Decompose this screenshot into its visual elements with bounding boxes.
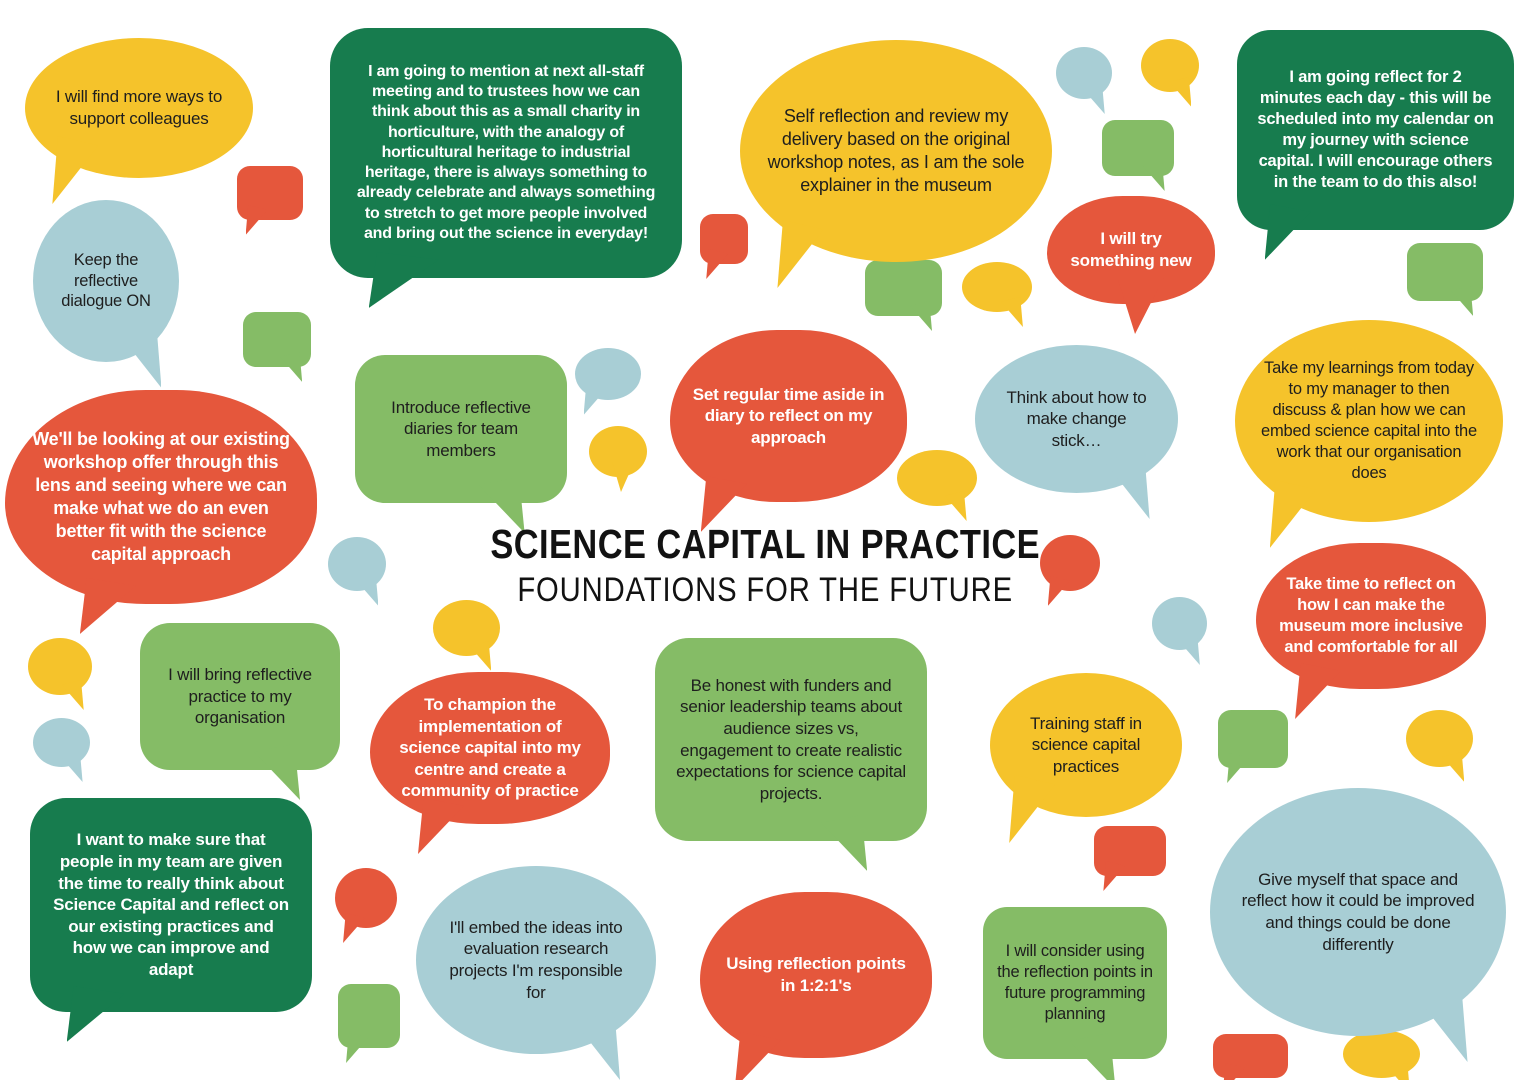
bubble-tail [1295,663,1341,719]
speech-bubble-give-myself-space [1210,788,1506,1036]
speech-bubble-reflective-diaries [355,355,567,503]
bubble-text: We'll be looking at our existing workshop offer through this lens and seeing where we can make what we do an even better fit with the science capital approach [32,429,290,564]
bubble-tail [1104,451,1150,519]
decorative-bubble-yellow [28,638,92,695]
speech-bubble-keep-dialogue [33,200,179,362]
bubble-tail [115,320,161,388]
bubble-tail [735,1032,781,1080]
decorative-bubble-red [700,214,748,264]
bubble-text: I will find more ways to support colleagues [55,87,223,128]
decorative-bubble-blue [1152,597,1207,650]
decorative-bubble-green [1218,710,1288,768]
bubble-text: Take time to reflect on how I can make the museum more inclusive and comfortable for all [1279,575,1463,656]
bubble-tail [1118,278,1164,334]
bubble-tail [67,986,125,1042]
speech-bubble-self-reflection [740,40,1052,262]
decorative-bubble-red [1094,826,1166,876]
bubble-text: I will bring reflective practice to my organisation [168,665,312,728]
speech-bubble-reflect-2-minutes [1237,30,1514,230]
decorative-bubble-green [1407,243,1483,301]
decorative-bubble-yellow [897,450,977,506]
bubble-tail [369,252,439,308]
bubble-text: Self reflection and review my delivery based on the original workshop notes, as I am the sole explainer in the museum [767,106,1025,195]
bubble-tail [1270,480,1316,548]
bubble-text: Be honest with funders and senior leadership teams about audience sizes vs, engagement to create realistic expectations for science capital projects. [676,675,906,803]
decorative-bubble-green [865,260,942,316]
speech-bubble-be-honest-funders [655,638,927,841]
speech-bubble-try-something-new [1047,196,1215,304]
bubble-text: To champion the implementation of science capital into my centre and create a community of practice [399,695,581,801]
bubble-tail [1422,994,1468,1062]
bubble-tail [1069,1033,1115,1080]
decorative-bubble-red [237,166,303,220]
decorative-bubble-yellow [1141,39,1199,92]
bubble-tail [777,220,823,288]
decorative-bubble-blue [1056,47,1112,99]
bubble-tail [821,815,867,871]
bubble-text: I want to make sure that people in my team are given the time to really think about Science Capital and reflect on our existing practices and how we can improve and adapt [53,830,289,979]
speech-bubble-take-learnings [1235,320,1503,522]
bubble-text: Using reflection points in 1:2:1's [726,954,906,995]
bubble-tail [80,578,136,634]
bubble-text: I will consider using the reflection points in future programming planning [997,942,1153,1023]
poster-title: SCIENCE CAPITAL IN PRACTICE [490,521,1040,567]
decorative-bubble-red [335,868,397,928]
bubble-tail [1009,775,1055,843]
speech-bubble-champion-implementation [370,672,610,824]
speech-bubble-team-time [30,798,312,1012]
decorative-bubble-green [1102,120,1174,176]
decorative-bubble-blue [575,348,641,400]
bubble-text: I am going reflect for 2 minutes each day - this will be scheduled into my calendar on my journey with science capital. I will encourage others in the team to do this also! [1257,68,1494,191]
decorative-bubble-yellow [962,262,1032,312]
bubble-text: I will try something new [1070,229,1192,270]
bubble-tail [418,798,464,854]
speech-bubble-training-staff [990,673,1182,817]
bubble-text: Think about how to make change stick… [1006,387,1147,450]
decorative-bubble-yellow [1406,710,1473,767]
bubble-tail [1265,204,1311,260]
bubble-tail [52,136,98,204]
bubble-text: I'll embed the ideas into evaluation research projects I'm responsible for [449,917,623,1002]
speech-bubble-embed-evaluation [416,866,656,1054]
bubble-text: Training staff in science capital practices [1030,713,1142,776]
bubble-text: Give myself that space and reflect how it could be improved and things could be done differently [1241,869,1475,954]
bubble-text: Introduce reflective diaries for team members [391,397,531,460]
speech-bubble-change-stick [975,345,1178,493]
speech-bubble-consider-reflection-points [983,907,1167,1059]
speech-bubble-set-regular-time [670,330,907,502]
speech-bubble-take-time-reflect [1256,543,1486,689]
title-block [393,521,1137,610]
bubble-text: Keep the reflective dialogue ON [61,250,151,311]
decorative-bubble-green [338,984,400,1048]
decorative-bubble-green [243,312,311,367]
poster-subtitle: FOUNDATIONS FOR THE FUTURE [517,571,1013,609]
speech-bubble-reflection-points-121 [700,892,932,1058]
decorative-bubble-yellow [1343,1030,1420,1078]
decorative-bubble-red [1213,1034,1288,1078]
bubble-text: Take my learnings from today to my manager to then discuss & plan how we can embed science capital into the work that our organisation does [1261,359,1477,482]
decorative-bubble-yellow [589,426,647,477]
decorative-bubble-blue [33,718,90,767]
bubble-text: I am going to mention at next all-staff meeting and to trustees how we can think about this as a small charity in horticulture, with the analogy of horticultural heritage to industrial heritage, there is always something to already celebrate and always something to stretch to get more people involved and bring out the science in everyday! [356,62,656,243]
bubble-text: Set regular time aside in diary to reflect on my approach [692,384,885,447]
speech-bubble-all-staff-meeting [330,28,682,278]
bubble-tail [254,744,300,800]
decorative-bubble-blue [328,537,386,591]
bubble-tail [574,1012,620,1080]
speech-bubble-existing-workshop [5,390,317,604]
speech-bubble-find-more-ways [25,38,253,178]
speech-bubble-bring-reflective-practice [140,623,340,770]
